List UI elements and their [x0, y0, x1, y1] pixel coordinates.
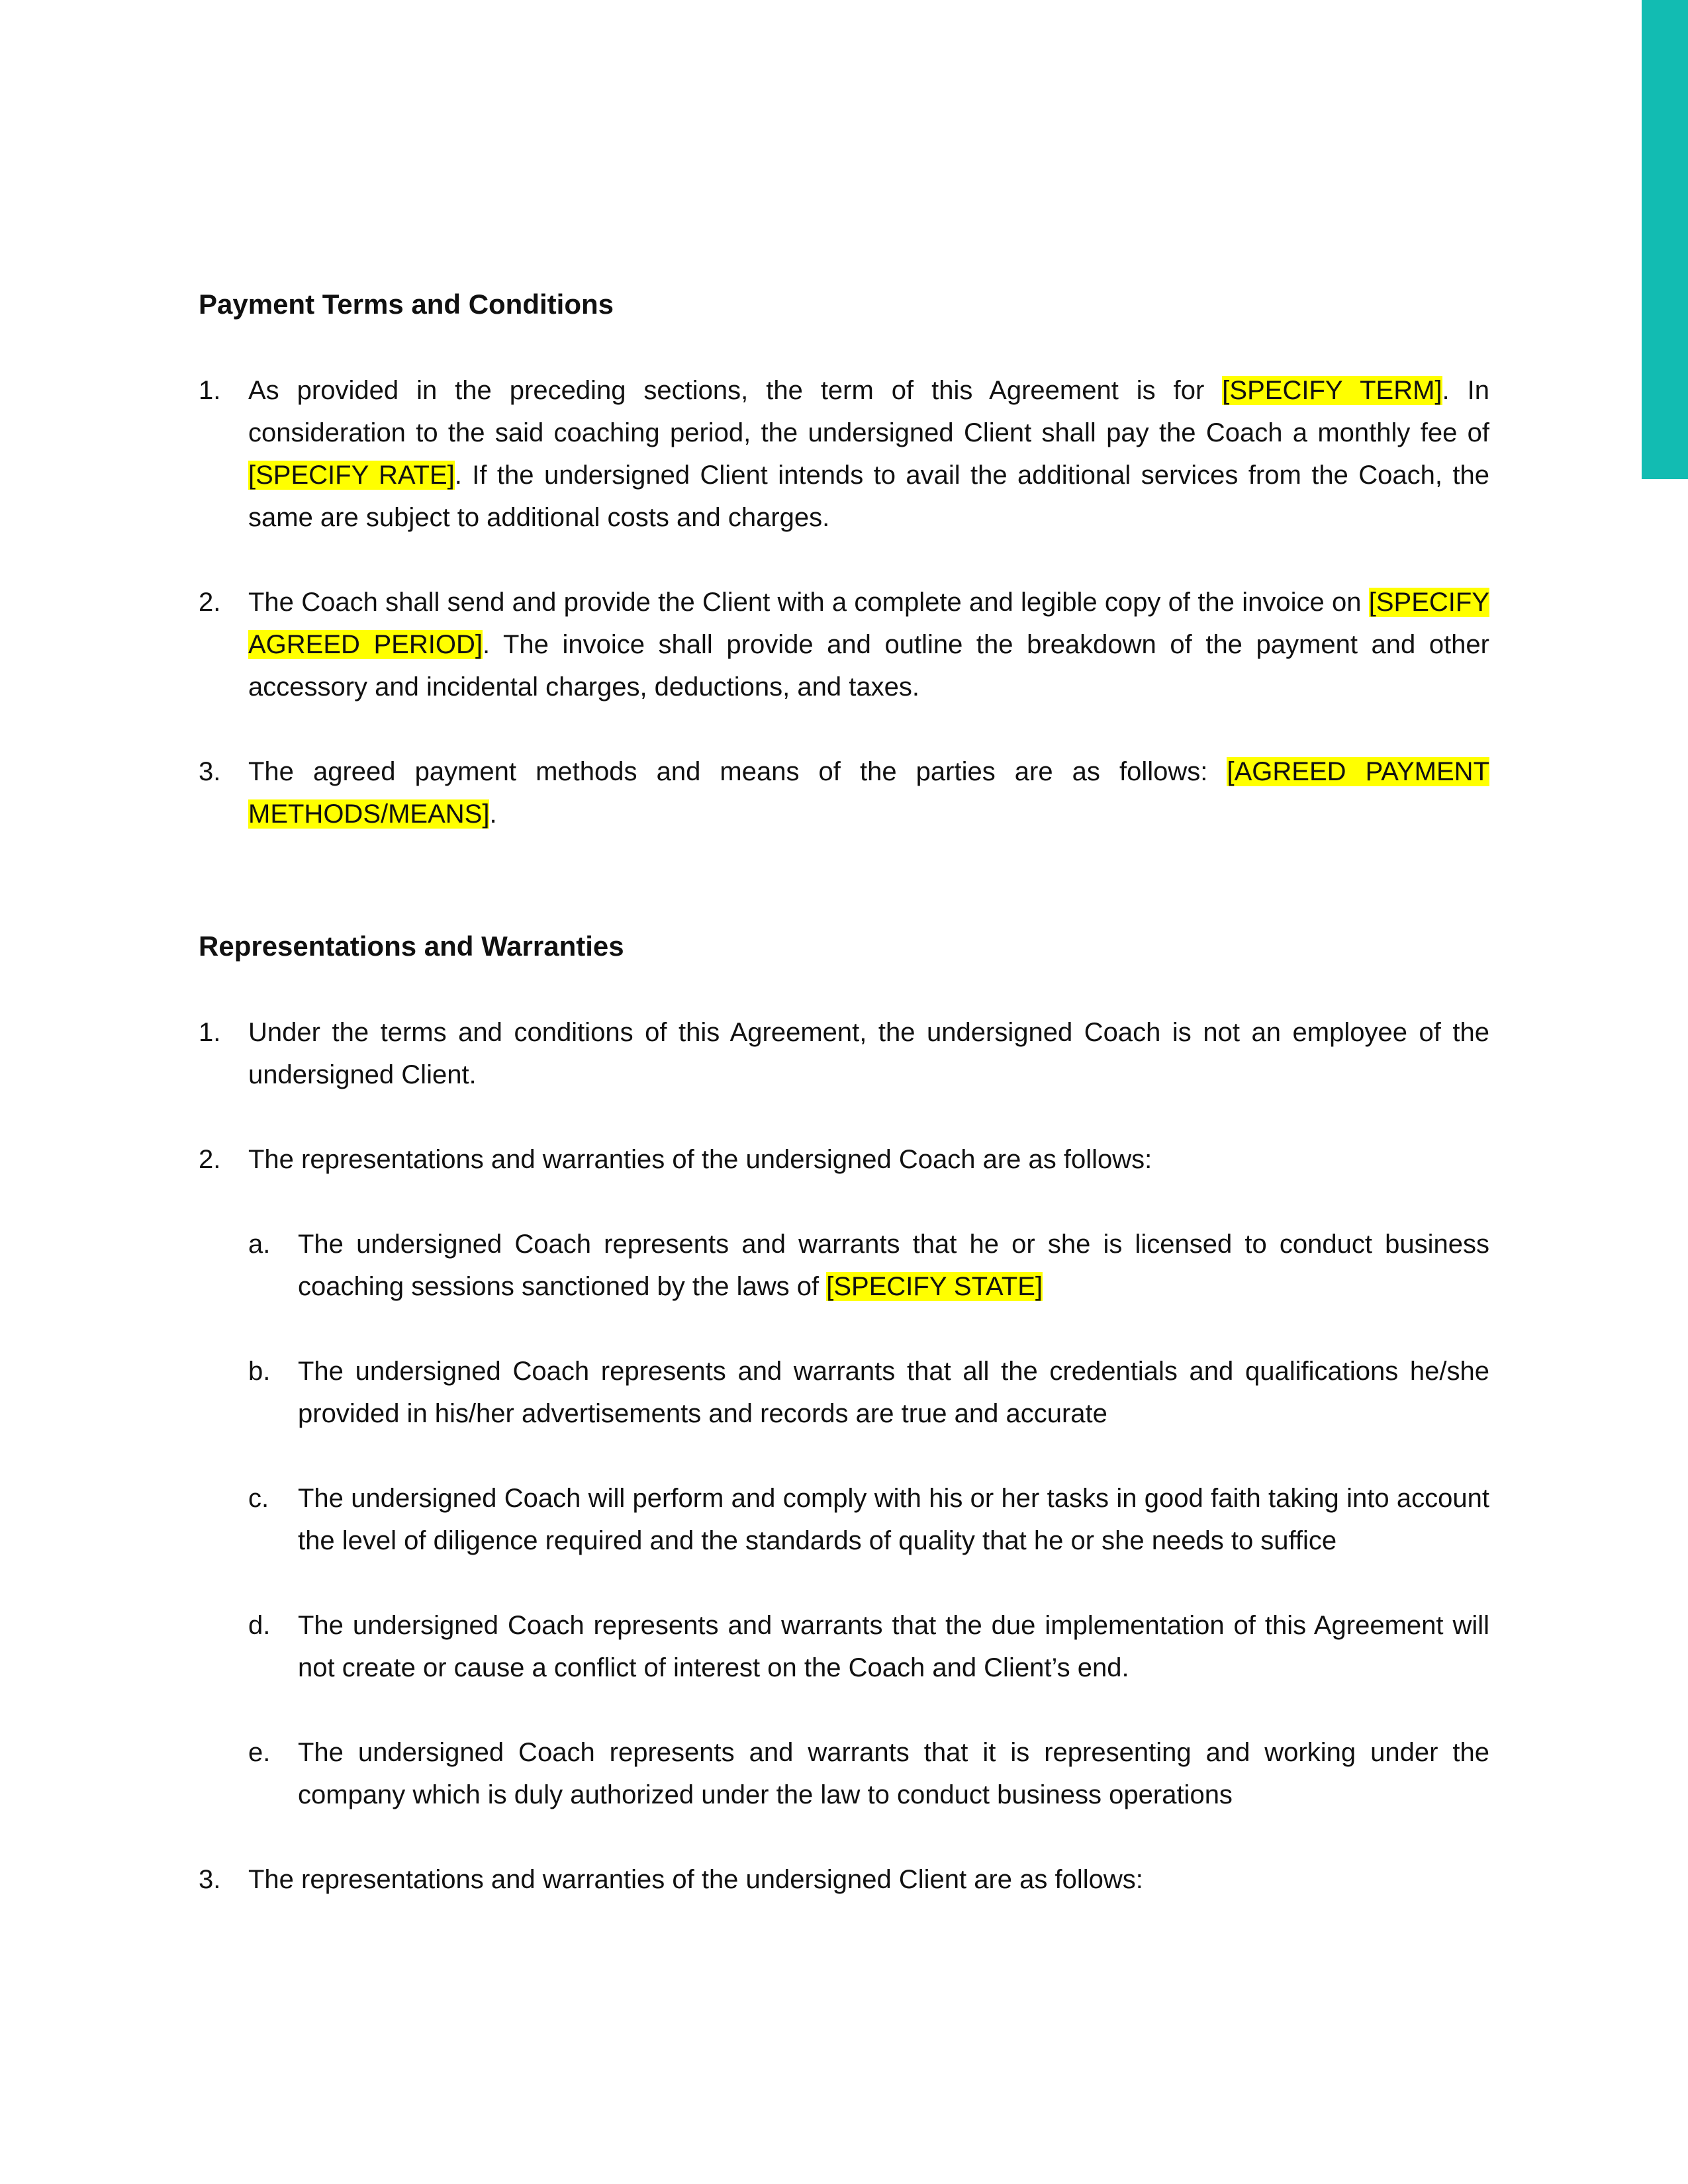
- reps-subitem-c: [248, 1477, 1489, 1562]
- item-text: Under the terms and conditions of this Agreement, the undersigned Coach is not an employee of the undersigned Client.: [248, 1018, 1489, 1089]
- subitem-text: The undersigned Coach represents and warrants that it is representing and working under the company which is duly authorized under the law to conduct business operations: [298, 1738, 1489, 1809]
- subitem-text: The undersigned Coach will perform and comply with his or her tasks in good faith taking into account the level of diligence required and the standards of quality that he or she needs to suffice: [298, 1484, 1489, 1555]
- subitem-text: The undersigned Coach represents and warrants that the due implementation of this Agreement will not create or cause a conflict of interest on the Coach and Client’s end.: [298, 1611, 1489, 1682]
- item-text: The representations and warranties of the undersigned Coach are as follows:: [248, 1145, 1152, 1174]
- placeholder-payment-methods: [AGREED PAYMENT METHODS/MEANS]: [248, 757, 1490, 829]
- reps-item-3: [199, 1858, 1489, 1901]
- item-number: 3.: [199, 1865, 221, 1894]
- item-text: The representations and warranties of the undersigned Client are as follows:: [248, 1865, 1143, 1894]
- reps-subitem-e: [248, 1731, 1489, 1816]
- placeholder-term: [SPECIFY TERM]: [1222, 376, 1442, 405]
- item-text: The agreed payment methods and means of the parties are as follows:: [248, 757, 1227, 786]
- item-text: . If the undersigned Client intends to avail the additional services from the Coach, the same are subject to additional costs and charges.: [248, 461, 1489, 532]
- item-number: 2.: [199, 1145, 221, 1174]
- placeholder-state: [SPECIFY STATE]: [826, 1272, 1043, 1301]
- payment-item-2: [199, 581, 1489, 708]
- placeholder-rate: [SPECIFY RATE]: [248, 461, 455, 490]
- subitem-letter: d.: [248, 1611, 271, 1640]
- item-text: The Coach shall send and provide the Client with a complete and legible copy of the invoice on: [248, 588, 1369, 617]
- item-number: 1.: [199, 1018, 221, 1047]
- reps-item-1: [199, 1011, 1489, 1096]
- item-text: As provided in the preceding sections, the term of this Agreement is for: [248, 376, 1223, 405]
- payment-item-1: [199, 369, 1489, 539]
- item-text: . In consideration to the said coaching period, the undersigned Client shall pay the Coach a monthly fee of: [248, 376, 1489, 447]
- subitem-text: The undersigned Coach represents and warrants that all the credentials and qualifications he/she provided in his/her advertisements and records are true and accurate: [298, 1357, 1489, 1428]
- item-number: 3.: [199, 757, 221, 786]
- reps-item-2: [199, 1138, 1489, 1181]
- reps-subitem-a: [248, 1223, 1489, 1308]
- subitem-text: The undersigned Coach represents and warrants that he or she is licensed to conduct business coaching sessions sanctioned by the laws of: [298, 1230, 1489, 1301]
- accent-bar: [1642, 0, 1688, 479]
- subitem-letter: c.: [248, 1484, 269, 1513]
- payment-terms-heading: Payment Terms and Conditions: [199, 289, 614, 320]
- item-text: .: [489, 799, 497, 829]
- placeholder-agreed-period: [SPECIFY AGREED PERIOD]: [248, 588, 1489, 659]
- payment-item-3: [199, 751, 1489, 835]
- document-page: [199, 285, 1489, 1943]
- item-number: 1.: [199, 376, 221, 405]
- subitem-letter: a.: [248, 1230, 271, 1259]
- subitem-letter: e.: [248, 1738, 271, 1767]
- representations-heading: Representations and Warranties: [199, 931, 624, 962]
- reps-subitem-d: [248, 1604, 1489, 1689]
- reps-subitem-b: [248, 1350, 1489, 1435]
- item-text: . The invoice shall provide and outline the breakdown of the payment and other accessory and incidental charges, deductions, and taxes.: [248, 630, 1489, 702]
- item-number: 2.: [199, 588, 221, 617]
- subitem-letter: b.: [248, 1357, 271, 1386]
